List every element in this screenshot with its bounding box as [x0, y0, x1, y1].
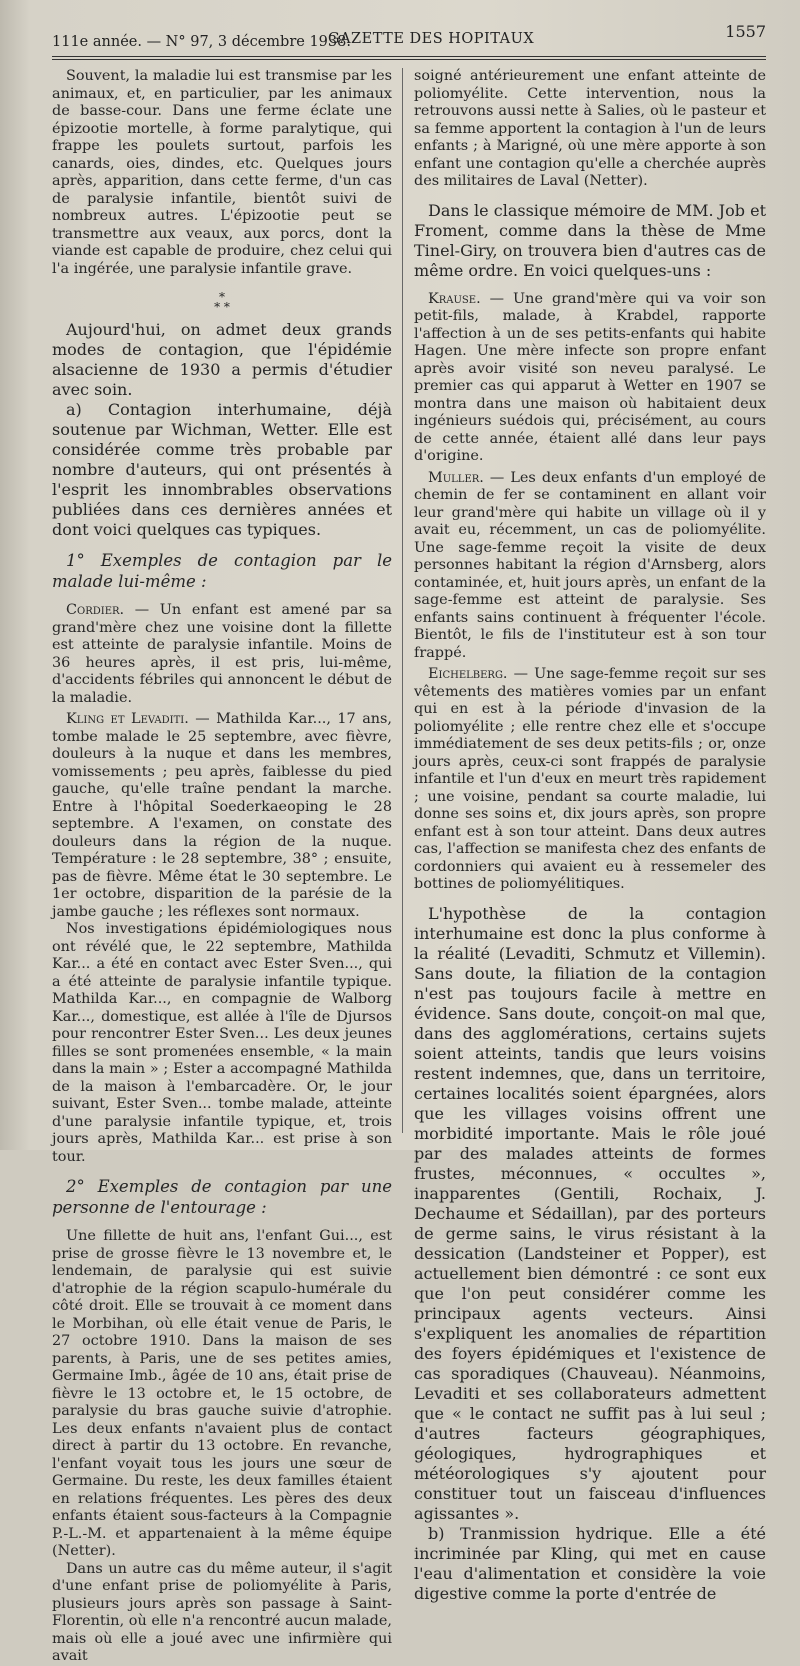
paragraph: Nos investigations épidémiologiques nous ont révélé que, le 22 septembre, Mathilda Kar... a été en contact avec Ester Sven..., qui a été atteinte de paralysie infantile typique. Mathilda Kar..., en compagnie de Walborg Kar..., domestique, est allée à l'île de Djursos pour rencontrer Ester Sven... Les deux jeunes filles se sont promenées ensemble, « la main dans la main » ; Ester a accompagné Mathilda de la maison à l'embarcadère. Or, le jour suivant, Ester Sven... tombe malade, atteinte d'une paralysie infantile typique, et, trois jours après, Mathilda Kar... est prise à son tour.: [52, 921, 392, 1165]
case-paragraph: [414, 666, 766, 894]
case-text: — Une sage-femme reçoit sur ses vêtements des matières vomies par un enfant qui en est à la période d'invasion de la poliomyélite ; elle rentre chez elle et s'occupe immédiatement de ses deux petits-fils ; or, onze jours après, ceux-ci sont frappés de paralysie infantile et l'un d'eux en meurt très rapidement ; une voisine, pendant sa courte maladie, lui donne ses soins et, dix jours après, son propre enfant est à son tour atteint. Dans deux autres cas, l'affection se manifesta chez des enfants de cordonniers qui avaient eu à ressemeler des bottines de poliomyélitiques.: [414, 666, 766, 892]
paragraph: Une fillette de huit ans, l'enfant Gui..., est prise de grosse fièvre le 13 novembre et, le lendemain, de paralysie qui est suivie d'atrophie de la région scapulo-humérale du côté droit. Elle se trouvait à ce moment dans le Morbihan, où elle était venue de Paris, le 27 octobre 1910. Dans la maison de ses parents, à Paris, une de ses petites amies, Germaine Imb., âgée de 10 ans, était prise de fièvre le 13 octobre et, le 15 octobre, de paralysie du bras gauche suivie d'atrophie. Les deux enfants n'avaient plus de contact direct à partir du 13 octobre. En revanche, l'enfant voyait tous les jours une sœur de Germaine. Du reste, les deux familles étaient en relations fréquentes. Les pères des deux enfants étaient sous-facteurs à la Compagnie P.-L.-M. et appartenaient à la même équipe (Netter).: [52, 1228, 392, 1559]
case-paragraph: [414, 470, 766, 663]
asterism: * * *: [214, 290, 230, 314]
case-paragraph: [52, 602, 392, 707]
case-text: — Mathilda Kar..., 17 ans, tombe malade le 25 septembre, avec fièvre, douleurs à la nuque et dans les membres, vomissements ; peu après, faiblesse du pied gauche, qu'elle traîne pendant la marche. Entre à l'hôpital Soederkaeoping le 28 septembre. A l'examen, on constate des douleurs dans la région de la nuque. Température : le 28 septembre, 38° ; ensuite, pas de fièvre. Même état le 30 septembre. Le 1er octobre, disparition de la parésie de la jambe gauche ; les réflexes sont normaux.: [52, 711, 392, 920]
section-heading: 2° Exemples de contagion par une personne de l'entourage :: [52, 1177, 392, 1217]
page-number: 1557: [725, 22, 766, 41]
right-column: [414, 68, 766, 1604]
paragraph: Dans le classique mémoire de MM. Job et Froment, comme dans la thèse de Mme Tinel-Giry, on trouvera bien d'autres cas de même ordre. En voici quelques-uns :: [414, 200, 766, 280]
case-paragraph: [52, 711, 392, 921]
author-name: Cordier.: [66, 602, 125, 618]
author-name: Muller.: [428, 469, 484, 486]
case-text: — Les deux enfants d'un employé de chemin de fer se contaminent en allant voir leur grand'mère qui habite un village où il y avait eu, récemment, un cas de poliomyélite. Une sage-femme reçoit la visite de deux personnes habitant la région d'Arnsberg, alors contaminée, et, huit jours après, un enfant de la sage-femme est atteint de paralysie. Ses enfants sains continuent à fréquenter l'école. Bientôt, le fils de l'instituteur est à son tour frappé.: [414, 469, 766, 661]
paragraph: Dans un autre cas du même auteur, il s'agit d'une enfant prise de poliomyélite à Paris, plusieurs jours après son passage à Saint-Florentin, où elle n'a rencontré aucun malade, mais où elle a joué avec une infirmière qui avait: [52, 1560, 392, 1664]
author-name: Krause.: [428, 290, 481, 307]
paragraph: soigné antérieurement une enfant atteinte de poliomyélite. Cette intervention, nous la retrouvons aussi nette à Salies, où le pasteur et sa femme apportent la contagion à l'un de leurs enfants ; à Marigné, où une mère apporte à son enfant une contagion qu'elle a cherchée auprès des militaires de Laval (Netter).: [414, 68, 766, 189]
author-name: Kling et Levaditi.: [66, 711, 189, 727]
header-rule: [52, 56, 766, 57]
paragraph: b) Tranmission hydrique. Elle a été incriminée par Kling, qui met en cause l'eau d'alimentation et considère la voie digestive comme la porte d'entrée de: [414, 1523, 766, 1603]
case-text: — Une grand'mère qui va voir son petit-fils, malade, à Krabdel, rapporte l'affection à un de ses petits-enfants qui habite Hagen. Une mère infecte son propre enfant après avoir visité son neveu paralysé. Le premier cas qui apparut à Wetter en 1907 se montra dans une maison où habitaient deux ingénieurs suédois qui, précisément, au cours de cette année, étaient allé dans leur pays d'origine.: [414, 290, 766, 464]
section-heading: 1° Exemples de contagion par le malade lui-même :: [52, 551, 392, 591]
header-rule-double: [52, 59, 766, 60]
page-header: [52, 22, 766, 50]
journal-title: GAZETTE DES HOPITAUX: [328, 31, 535, 47]
paragraph: Aujourd'hui, on admet deux grands modes de contagion, que l'épidémie alsacienne de 1930 a permis d'étudier avec soin.: [52, 320, 392, 399]
left-column: [52, 68, 392, 1666]
column-divider: [402, 68, 403, 1133]
issue-info: 111e année. — N° 97, 3 décembre 1938.: [52, 34, 351, 50]
paragraph: Souvent, la maladie lui est transmise par les animaux, et, en particulier, par les animaux de basse-cour. Dans une ferme éclate une épizootie mortelle, à forme paralytique, qui frappe les poulets surtout, parfois les canards, oies, dindes, etc. Quelques jours après, apparition, dans cette ferme, d'un cas de paralysie infantile, bientôt suivi de nombreux autres. L'épizootie peut se transmettre aux veaux, aux porcs, dont la viande est capable de produire, chez celui qui l'a ingérée, une paralysie infantile grave.: [52, 68, 392, 277]
case-paragraph: [414, 291, 766, 466]
author-name: Eichelberg.: [428, 666, 508, 682]
paragraph: a) Contagion interhumaine, déjà soutenue par Wichman, Wetter. Elle est considérée comme très probable par nombre d'auteurs, qui ont présentés à l'esprit les innombrables observations publiées dans ces dernières années et dont voici quelques cas typiques.: [52, 400, 392, 539]
case-text: — Un enfant est amené par sa grand'mère chez une voisine dont la fillette est atteinte de paralysie infantile. Moins de 36 heures après, il est pris, lui-même, d'accidents fébriles qui annoncent le début de la maladie.: [52, 602, 392, 706]
paragraph: L'hypothèse de la contagion interhumaine est donc la plus conforme à la réalité (Levaditi, Schmutz et Villemin). Sans doute, la filiation de la contagion n'est pas toujours facile à mettre en évidence. Sans doute, conçoit-on mal que, dans des agglomérations, certains sujets soient atteints, tandis que leurs voisins restent indemnes, que, dans un territoire, certaines localités soient épargnées, alors que les villages voisins offrent une morbidité importante. Mais le rôle joué par des malades atteints de formes frustes, méconnues, « occultes », inapparentes (Gentili, Rochaix, J. Dechaume et Sédaillan), par des porteurs de germe sains, le virus résistant à la dessication (Landsteiner et Popper), est actuellement bien démontré : ce sont eux que l'on peut considérer comme les principaux agents vecteurs. Ainsi s'expliquent les anomalies de répartition des foyers épidémiques et l'existence de cas sporadiques (Chauveau). Néanmoins, Levaditi et ses collaborateurs admettent que « le contact ne suffit pas à lui seul ; d'autres facteurs géographiques, géologiques, hydrographiques et météorologiques s'y ajoutent pour constituer tout un faisceau d'influences agissantes ».: [414, 903, 766, 1523]
